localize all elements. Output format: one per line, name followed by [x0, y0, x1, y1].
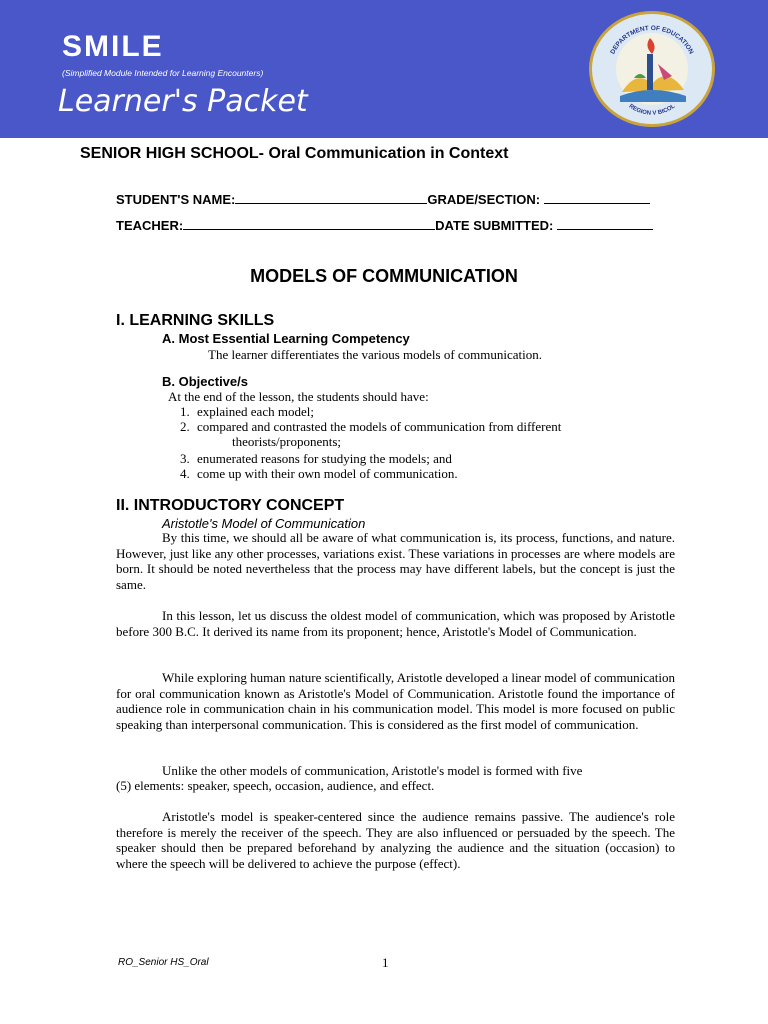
- subject-heading: SENIOR HIGH SCHOOL- Oral Communication in Context: [80, 145, 509, 162]
- objective-item: 1. explained each model;: [180, 404, 314, 419]
- objectives-heading: B. Objective/s: [162, 374, 248, 389]
- five-elements-line1: Unlike the other models of communication, Aristotle's model is formed with five: [162, 763, 583, 778]
- competency-text: The learner differentiates the various models of communication.: [208, 347, 543, 362]
- intro-paragraph: By this time, we should all be aware of what communication is, its process, functions, and nature. However, just like any other processes, variations exist. These variations in processes are where models are born. It should be noted nevertheless that the process may have different labels, but the concept is just the same.: [116, 530, 675, 592]
- five-elements-line2: (5) elements: speaker, speech, occasion, audience, and effect.: [116, 778, 435, 793]
- date-submitted-label: DATE SUBMITTED:: [435, 218, 554, 233]
- page-number: 1: [382, 955, 389, 970]
- intro-paragraph: Aristotle's model is speaker-centered since the audience remains passive. The audience's role therefore is merely the receiver of the speech. They are also influenced or persuaded by the speech. The speaker should then be prepared beforehand by analyzing the audience and the situation (occasion) to where the speech will be delivered to achieve the purpose (effect).: [116, 809, 675, 871]
- deped-seal-logo: [589, 11, 715, 127]
- brand-title: SMILE: [62, 30, 164, 63]
- section2-heading: II. INTRODUCTORY CONCEPT: [116, 497, 345, 514]
- page-title: MODELS OF COMMUNICATION: [250, 266, 518, 286]
- objective-item: 2. compared and contrasted the models of communication from different: [180, 419, 562, 434]
- grade-section-blank[interactable]: [544, 191, 650, 204]
- header-banner: [0, 0, 768, 138]
- seal-top-text: DEPARTMENT OF EDUCATION: [609, 24, 695, 56]
- teacher-label: TEACHER:: [116, 218, 184, 233]
- section1-heading: I. LEARNING SKILLS: [116, 312, 275, 329]
- student-name-blank[interactable]: [235, 191, 427, 204]
- svg-text:REGION V BICOL: [628, 103, 677, 116]
- intro-paragraph: In this lesson, let us discuss the oldest model of communication, which was proposed by Aristotle before 300 B.C. It derived its name from its proponent; hence, Aristotle's Model of Communication.: [116, 608, 675, 639]
- competency-heading: A. Most Essential Learning Competency: [162, 331, 410, 346]
- objective-item: 3. enumerated reasons for studying the models; and: [180, 451, 452, 466]
- objective-item: 4. come up with their own model of communication.: [180, 466, 458, 481]
- model-subheading: Aristotle's Model of Communication: [162, 516, 366, 531]
- grade-section-label: GRADE/SECTION:: [427, 192, 541, 207]
- objective-item-continued: theorists/proponents;: [232, 434, 342, 449]
- student-name-field[interactable]: [116, 191, 650, 207]
- date-submitted-blank[interactable]: [557, 217, 653, 230]
- packet-title: Learner's Packet: [58, 84, 308, 119]
- teacher-field[interactable]: [116, 217, 653, 233]
- objectives-intro: At the end of the lesson, the students should have:: [168, 389, 429, 404]
- seal-bottom-text: REGION V BICOL: [627, 103, 677, 117]
- footer-code: RO_Senior HS_Oral: [118, 957, 209, 968]
- brand-subtitle: (Simplified Module Intended for Learning Encounters): [62, 68, 264, 78]
- intro-paragraph: While exploring human nature scientifically, Aristotle developed a linear model of communication for oral communication known as Aristotle's Model of Communication. Aristotle found the importance of audience role in communication chain in his communication model. This model is more focused on public speaking than interpersonal communication. This is considered as the first model of communication.: [116, 670, 675, 732]
- student-name-label: STUDENT'S NAME:: [116, 192, 236, 207]
- teacher-blank[interactable]: [183, 217, 435, 230]
